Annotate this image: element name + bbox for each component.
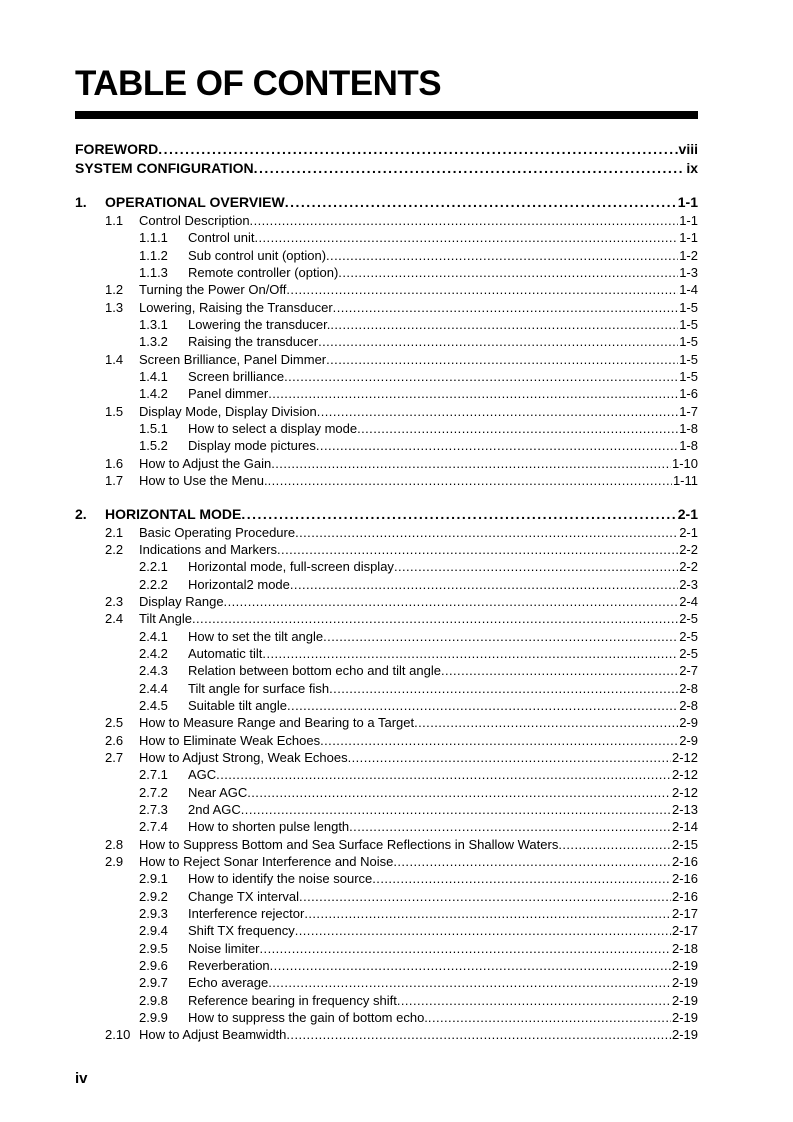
dot-leader [250,212,679,229]
dot-leader [260,940,671,957]
toc-entry-title: How to identify the noise source [188,871,373,887]
toc-entry-title: Display Range [139,593,224,609]
dot-leader [271,455,671,472]
dot-leader [268,472,672,489]
dot-leader [316,437,678,454]
dot-leader [348,749,671,766]
toc-entry-number: 1.5.1 [139,421,168,437]
toc-section-entry[interactable] [75,229,698,246]
toc-entry-title: How to Adjust Beamwidth [139,1027,287,1043]
toc-entry-page: 2-7 [679,663,698,679]
toc-entry-number: 2.7 [105,749,124,765]
toc-section-entry[interactable] [75,801,698,818]
toc-entry-title: How to Adjust Strong, Weak Echoes [139,749,348,765]
toc-entry-page: 1-10 [671,455,698,471]
toc-entry-page: 1-5 [679,317,698,333]
toc-entry-page: 2-4 [679,593,698,609]
toc-section-entry[interactable] [75,247,698,264]
toc-entry-page: 1-5 [679,299,698,315]
toc-entry-title: Turning the Power On/Off [139,282,287,298]
toc-entry-page: 2-1 [677,505,698,522]
dot-leader [287,697,678,714]
toc-section-entry[interactable] [75,645,698,662]
toc-entry-number: 1.4.2 [139,386,168,402]
toc-chapter-entry[interactable] [75,193,698,212]
dot-leader [277,541,678,558]
toc-entry-title: Panel dimmer [188,386,269,402]
toc-section-entry[interactable] [75,593,698,610]
toc-entry-number: 2.2.1 [139,559,168,575]
toc-entry-title: Sub control unit (option) [188,247,327,263]
toc-entry-title: How to Measure Range and Bearing to a Target [139,715,415,731]
toc-entry-title: How to Use the Menu. [139,473,268,489]
dot-leader [323,628,678,645]
dot-leader [326,247,678,264]
toc-entry-number: 2.9.8 [139,992,168,1008]
toc-entry-number: 2.9.9 [139,1010,168,1026]
toc-section-entry[interactable] [75,1009,698,1026]
toc-entry-page: 2-2 [679,559,698,575]
dot-leader [372,870,671,887]
toc-section-entry[interactable] [75,853,698,870]
toc-entry-page: 2-18 [671,940,698,956]
dot-leader [216,766,671,783]
toc-entry-page: 1-4 [679,282,698,298]
toc-entry-number: 2.9.7 [139,975,168,991]
toc-entry-title: AGC [188,767,217,783]
toc-entry-page: 1-8 [679,438,698,454]
toc-entry-title: Tilt Angle [139,611,192,627]
toc-section-entry[interactable] [75,264,698,281]
toc-entry-number: 2.2 [105,541,124,557]
toc-entry-title: Screen brilliance [188,369,285,385]
toc-section-entry[interactable] [75,524,698,541]
toc-entry-page: 1-2 [679,247,698,263]
dot-leader [317,403,678,420]
toc-entry-page: 2-5 [679,628,698,644]
toc-entry-number: 2.4.3 [139,663,168,679]
toc-entry-number: 2.9.3 [139,906,168,922]
dot-leader [295,922,671,939]
toc-entry-page: ix [686,160,698,176]
toc-entry-page: 2-12 [671,749,698,765]
dot-leader [326,351,678,368]
toc-entry-page: 2-16 [671,888,698,904]
toc-entry-number: 2.9.5 [139,940,168,956]
toc-section-entry[interactable] [75,472,698,489]
toc-section-entry[interactable] [75,368,698,385]
toc-entry-page: 2-1 [679,524,698,540]
toc-entry-title: How to Reject Sonar Interference and Noise [139,854,394,870]
toc-entry-number: 1.3 [105,299,124,315]
toc-entry-title: Basic Operating Procedure [139,524,296,540]
toc-entry-number: 1.3.1 [139,317,168,333]
toc-entry-number: 1.4 [105,351,124,367]
toc-entry-page: 1-3 [679,265,698,281]
toc-entry-page: 2-12 [671,784,698,800]
toc-entry-title: Suitable tilt angle [188,697,288,713]
toc-entry-number: 2.4.4 [139,680,168,696]
dot-leader [158,140,677,159]
toc-entry-title: FOREWORD [75,141,159,157]
toc-section-entry[interactable] [75,836,698,853]
toc-entry-number: 2.4.5 [139,697,168,713]
toc-section-entry[interactable] [75,420,698,437]
toc-entry-title: SYSTEM CONFIGURATION [75,160,254,176]
toc-section-entry[interactable] [75,403,698,420]
dot-leader [329,680,678,697]
toc-chapter-entry[interactable] [75,140,698,159]
toc-entry-title: Relation between bottom echo and tilt angle [188,663,441,679]
toc-section-entry[interactable] [75,749,698,766]
toc-entry-page: 2-12 [671,767,698,783]
toc-entry-page: 2-9 [679,715,698,731]
toc-entry-number: 2.4.2 [139,645,168,661]
toc-entry-number: 1.5 [105,403,124,419]
toc-chapter-entry[interactable] [75,159,698,178]
toc-section-entry[interactable] [75,212,698,229]
toc-entry-page: 2-19 [671,958,698,974]
toc-entry-number: 2.8 [105,836,124,852]
toc-entry-page: 2-5 [679,611,698,627]
dot-leader [299,888,671,905]
toc-section-entry[interactable] [75,905,698,922]
toc-section-entry[interactable] [75,888,698,905]
toc-entry-title: Change TX interval [188,888,300,904]
toc-entry-number: 2.9.4 [139,923,168,939]
toc-entry-title: Interference rejector [188,906,305,922]
toc-entry-number: 2.7.3 [139,802,168,817]
toc-entry-title: Automatic tilt [188,645,263,661]
toc-section-entry[interactable] [75,680,698,697]
toc-entry-title: Noise limiter [188,940,260,956]
toc-entry-title: How to suppress the gain of bottom echo. [188,1010,428,1026]
dot-leader [394,558,678,575]
toc-entry-title: Screen Brilliance, Panel Dimmer [139,351,327,367]
toc-entry-number: 2.6 [105,732,124,748]
toc-entry-title: Shift TX frequency [188,923,295,939]
toc-entry-number: 2.4.1 [139,628,168,644]
toc-entry-number: 2.7.4 [139,819,168,835]
toc-section-entry[interactable] [75,628,698,645]
toc-entry-title: Display mode pictures [188,438,316,454]
toc-section-entry[interactable] [75,385,698,402]
title-rule [75,111,698,119]
toc-entry-title: 2nd AGC [188,802,241,817]
dot-leader [333,299,679,316]
toc-entry-number: 2.9.2 [139,888,168,904]
dot-leader [268,974,671,991]
toc-section-entry[interactable] [75,697,698,714]
toc-entry-page: 1-8 [679,421,698,437]
dot-leader [318,333,678,350]
toc-section-entry[interactable] [75,437,698,454]
toc-section-entry[interactable] [75,316,698,333]
toc-entry-title: Control unit [188,230,255,246]
toc-entry-number: 2. [75,505,87,522]
toc-section-entry[interactable] [75,766,698,783]
dot-leader [558,836,671,853]
toc-entry-number: 1.7 [105,473,124,489]
toc-entry-number: 1.4.1 [139,369,168,385]
toc-entry-title: How to set the tilt angle [188,628,324,644]
dot-leader [428,1009,671,1026]
toc-entry-page: 1-5 [679,369,698,385]
toc-entry-number: 2.9 [105,854,124,870]
toc-entry-title: Indications and Markers [139,541,278,557]
toc-chapter-entry[interactable] [75,505,698,524]
toc-entry-title: HORIZONTAL MODE [105,505,242,522]
toc-entry-page: 2-19 [671,992,698,1008]
toc-entry-page: 2-19 [671,1027,698,1043]
toc-entry-number: 2.4 [105,611,124,627]
dot-leader [330,316,678,333]
toc-section-entry[interactable] [75,957,698,974]
toc-entry-page: 1-1 [679,213,698,228]
dot-leader [286,281,678,298]
toc-entry-number: 2.3 [105,593,124,609]
dot-leader [254,229,678,246]
toc-entry-title: How to select a display mode [188,421,358,437]
section-spacer [75,178,698,193]
section-spacer [75,490,698,505]
dot-leader [414,714,678,731]
page-number: iv [75,1070,88,1087]
dot-leader [254,159,686,178]
dot-leader [338,264,678,281]
toc-section-entry[interactable] [75,541,698,558]
toc-entry-page: 1-1 [679,230,698,246]
toc-entry-number: 2.10 [105,1027,131,1043]
toc-section-entry[interactable] [75,610,698,627]
toc-entry-page: 2-13 [671,802,698,817]
toc-entry-title: How to Adjust the Gain [139,455,272,471]
toc-entry-page: 2-9 [679,732,698,748]
dot-leader [393,853,671,870]
toc-entry-number: 2.7.2 [139,784,168,800]
page-title: TABLE OF CONTENTS [75,64,442,103]
dot-leader [284,368,678,385]
toc-entry-title: Tilt angle for surface fish [188,680,330,696]
toc-entry-title: Near AGC [188,784,248,800]
toc-entry-number: 1.5.2 [139,438,168,454]
toc-entry-number: 1.1 [105,213,124,228]
toc-entry-title: Echo average [188,975,269,991]
dot-leader [192,610,678,627]
toc-section-entry[interactable] [75,992,698,1009]
toc-entry-number: 1.1.2 [139,247,168,263]
dot-leader [441,662,678,679]
dot-leader [357,420,678,437]
dot-leader [247,784,671,801]
toc-section-entry[interactable] [75,1026,698,1043]
toc-entry-title: Horizontal mode, full-screen display [188,559,394,575]
toc-entry-page: viii [678,141,698,157]
toc-entry-title: How to shorten pulse length [188,819,350,835]
toc-section-entry[interactable] [75,455,698,472]
toc-section-entry[interactable] [75,784,698,801]
toc-entry-number: 1.6 [105,455,124,471]
toc-entry-page: 2-15 [671,836,698,852]
dot-leader [241,505,676,524]
toc-section-entry[interactable] [75,940,698,957]
toc-entry-page: 1-6 [679,386,698,402]
toc-section-entry[interactable] [75,662,698,679]
toc-section-entry[interactable] [75,299,698,316]
toc-entry-title: OPERATIONAL OVERVIEW [105,194,285,210]
toc-entry-title: How to Suppress Bottom and Sea Surface Reflections in Shallow Waters [139,836,559,852]
toc-entry-number: 2.5 [105,715,124,731]
table-of-contents [75,140,698,1044]
toc-entry-page: 2-16 [671,854,698,870]
toc-entry-title: Remote controller (option) [188,265,339,281]
toc-entry-number: 2.2.2 [139,576,168,592]
toc-entry-page: 2-17 [671,906,698,922]
toc-section-entry[interactable] [75,974,698,991]
toc-entry-number: 2.9.6 [139,958,168,974]
toc-entry-number: 2.7.1 [139,767,168,783]
dot-leader [290,576,678,593]
toc-entry-number: 2.1 [105,524,124,540]
toc-section-entry[interactable] [75,558,698,575]
toc-entry-page: 1-11 [672,473,698,489]
toc-section-entry[interactable] [75,922,698,939]
dot-leader [349,818,671,835]
toc-entry-title: Horizontal2 mode [188,576,290,592]
toc-entry-number: 1. [75,194,87,210]
toc-entry-title: Lowering, Raising the Transducer [139,299,333,315]
toc-section-entry[interactable] [75,870,698,887]
dot-leader [268,385,678,402]
toc-entry-page: 2-19 [671,1010,698,1026]
toc-entry-page: 2-14 [671,819,698,835]
toc-entry-page: 1-5 [679,351,698,367]
dot-leader [397,992,671,1009]
dot-leader [262,645,678,662]
toc-entry-number: 2.9.1 [139,871,168,887]
dot-leader [295,524,678,541]
toc-entry-page: 2-3 [679,576,698,592]
toc-entry-title: Reference bearing in frequency shift [188,992,397,1008]
toc-entry-page: 2-8 [679,697,698,713]
toc-entry-title: Reverberation [188,958,270,974]
toc-entry-page: 1-1 [677,194,698,210]
dot-leader [320,732,678,749]
toc-entry-page: 1-7 [679,403,698,419]
toc-section-entry[interactable] [75,818,698,835]
dot-leader [304,905,671,922]
toc-entry-page: 2-16 [671,871,698,887]
dot-leader [270,957,671,974]
toc-section-entry[interactable] [75,714,698,731]
toc-entry-number: 1.2 [105,282,124,298]
toc-entry-page: 2-17 [671,923,698,939]
toc-entry-title: How to Eliminate Weak Echoes [139,732,321,748]
toc-entry-number: 1.3.2 [139,334,168,350]
toc-entry-page: 1-5 [679,334,698,350]
toc-entry-page: 2-19 [671,975,698,991]
toc-entry-number: 1.1.3 [139,265,168,281]
toc-entry-number: 1.1.1 [139,230,168,246]
toc-section-entry[interactable] [75,333,698,350]
toc-section-entry[interactable] [75,732,698,749]
toc-section-entry[interactable] [75,281,698,298]
dot-leader [285,193,677,212]
dot-leader [224,593,679,610]
toc-entry-title: Lowering the transducer. [188,317,331,333]
toc-entry-page: 2-5 [679,645,698,661]
dot-leader [241,801,671,818]
dot-leader [286,1026,671,1043]
toc-entry-title: Display Mode, Display Division [139,403,317,419]
toc-entry-page: 2-2 [679,541,698,557]
toc-entry-title: Raising the transducer [188,334,319,350]
toc-entry-title: Control Description [139,213,250,228]
toc-entry-page: 2-8 [679,680,698,696]
toc-section-entry[interactable] [75,576,698,593]
toc-section-entry[interactable] [75,351,698,368]
